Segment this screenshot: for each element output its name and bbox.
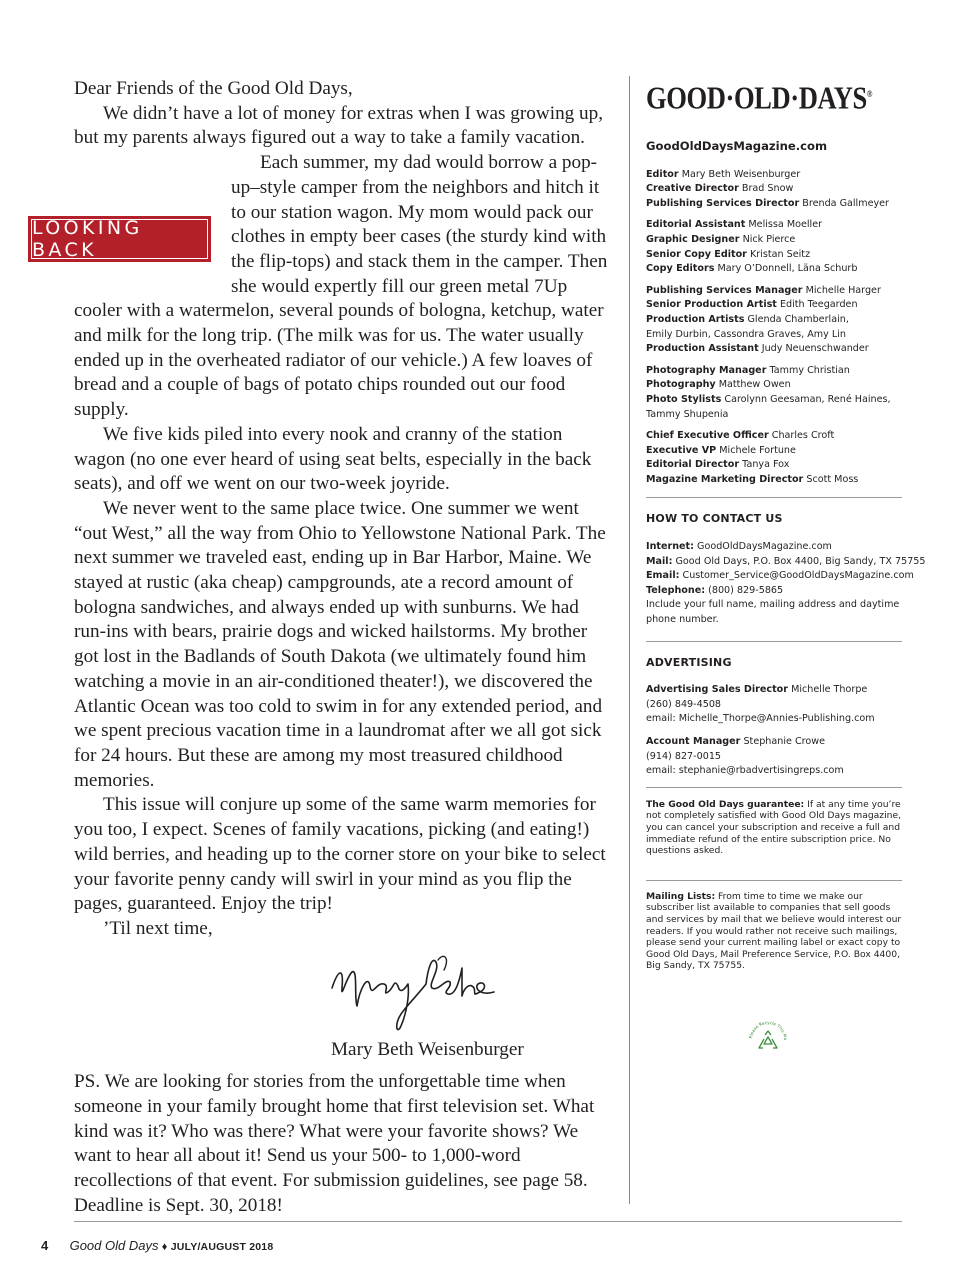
ad-email: email: Michelle_Thorpe@Annies-Publishing.com: [646, 713, 875, 725]
contact-line: [646, 555, 926, 570]
registered-mark: ®: [866, 89, 873, 99]
ad-phone: (914) 827-0015: [646, 750, 722, 762]
ad-contact: [646, 683, 902, 727]
staff-group: [646, 429, 902, 487]
staff-name: Brenda Gallmeyer: [802, 197, 889, 209]
staff-row: [646, 429, 902, 444]
ad-role-row: [646, 735, 902, 750]
staff-row: [646, 248, 902, 263]
contact-text: Include your full name, mailing address and daytime: [646, 599, 900, 611]
staff-row: [646, 182, 902, 197]
ad-name: Michelle Thorpe: [791, 684, 868, 696]
staff-role: Photography: [646, 379, 716, 391]
contact-line: [646, 569, 914, 584]
magazine-logo: [646, 76, 873, 116]
svg-text:Please Recycle This Magazine: [745, 1017, 788, 1041]
letter-paragraph-text: Each summer, my dad would borrow a pop-up–style camper from the neighbors and hitch it to our station wagon. My mom would pack our clothes in empty beer cases (the sturdy kind with the flip-tops) and stack them in the camper. Then she would expertly fill our green metal 7Up cooler with a watermelon, several pounds of bologna, ketchup, water and milk for the long trip. (The milk was for us. The water usually ended up in the overheated radiator of our vehicle.) A few loaves of bread and a couple of bags of potato chips rounded out our food supply.: [74, 152, 608, 421]
divider: [646, 641, 902, 642]
staff-name: Carolynn Geesaman, René Haines,: [724, 393, 891, 405]
guarantee-label: The Good Old Days guarantee:: [646, 798, 805, 810]
footer-issue-date: JULY/AUGUST 2018: [170, 1241, 274, 1253]
staff-role: Editorial Assistant: [646, 219, 746, 231]
staff-name: Michelle Harger: [805, 284, 881, 296]
recycle-icon: [745, 1017, 791, 1063]
contact-text: (800) 829-5865: [708, 584, 784, 596]
staff-group: [646, 168, 902, 212]
ad-phone: (260) 849-4508: [646, 698, 722, 710]
ad-contact: [646, 735, 902, 779]
contact-text: Customer_Service@GoodOldDaysMagazine.com: [682, 570, 914, 582]
column-divider: [629, 76, 630, 1204]
ad-role: Account Manager: [646, 736, 741, 747]
staff-name: Nick Pierce: [742, 233, 796, 245]
staff-name: Matthew Owen: [718, 379, 791, 391]
contact-label: Internet:: [646, 541, 694, 553]
staff-name: Brad Snow: [741, 183, 794, 195]
staff-name: Mary O’Donnell, Läna Schurb: [717, 263, 858, 275]
staff-row: [646, 393, 902, 408]
letter-closing: ’Til next time,: [103, 917, 213, 939]
staff-role: Photography Manager: [646, 364, 767, 376]
ad-email: email: stephanie@rbadvertisingreps.com: [646, 765, 844, 777]
staff-name: Michele Fortune: [719, 444, 796, 456]
advertising-contacts: [646, 683, 902, 779]
contact-text: phone number.: [646, 614, 719, 626]
staff-name: Scott Moss: [806, 473, 859, 485]
divider: [646, 497, 902, 498]
staff-name: Charles Croft: [771, 430, 835, 442]
mailing-text: From time to time we make our subscriber list available to companies that sell goods and services by mail that we believe would interest our readers. If you would rather not receive such mailings, please send your current mailing label or exact copy to Good Old Days, Mail Preference Service, P.O. Box 4400, Big Sandy, TX 75755.: [646, 890, 902, 972]
staff-role: Production Assistant: [646, 343, 759, 355]
contact-lines: [646, 540, 926, 628]
mailing-label: Mailing Lists:: [646, 890, 716, 902]
contact-label: Email:: [646, 570, 680, 582]
staff-role: Creative Director: [646, 183, 739, 195]
looking-back-label-box: [28, 216, 211, 262]
staff-name: Tammy Christian: [769, 364, 850, 376]
letter-paragraph: This issue will conjure up some of the same warm memories for you too, I expect. Scenes of family vacations, picking (and eating!) wild berries, and heading up to the corner store on your bike to select your favorite penny candy will swirl in your mind as you flip the pages, guaranteed. Enjoy the trip!: [74, 794, 606, 915]
staff-role: Photo Stylists: [646, 393, 722, 405]
staff-row: [646, 313, 902, 328]
guarantee-text: If at any time you’re not completely satisfied with Good Old Days magazine, you can cancel your subscription and receive a full and immediate refund of the entire subscription price. No questions asked.: [646, 798, 902, 857]
staff-role: Editorial Director: [646, 459, 740, 471]
staff-role: Editor: [646, 168, 679, 180]
staff-role: Publishing Services Director: [646, 197, 800, 209]
ad-role-row: [646, 683, 902, 698]
contact-label: Telephone:: [646, 584, 706, 596]
page-number: 4: [41, 1238, 49, 1253]
staff-group: [646, 364, 902, 422]
ad-role: Advertising Sales Director: [646, 684, 789, 696]
staff-row: [646, 197, 902, 212]
letter-paragraph-with-inset: [74, 151, 615, 423]
letter-paragraph: We five kids piled into every nook and cranny of the station wagon (no one ever heard of using seat belts, especially in the back seats), and off we went on our two-week joyride.: [74, 423, 592, 495]
contact-heading: HOW TO CONTACT US: [646, 512, 783, 526]
staff-row: [646, 328, 902, 343]
staff-row: [646, 168, 902, 183]
staff-name: Emily Durbin, Cassondra Graves, Amy Lin: [646, 328, 846, 340]
staff-name: Glenda Chamberlain,: [747, 313, 849, 325]
advertising-heading: ADVERTISING: [646, 655, 732, 669]
staff-row: [646, 233, 902, 248]
mailing-lists-notice: [646, 891, 902, 972]
page-footer: [41, 1238, 273, 1253]
staff-list: [646, 168, 902, 488]
staff-row: [646, 218, 902, 233]
staff-role: Graphic Designer: [646, 233, 740, 245]
masthead-website: GoodOldDaysMagazine.com: [646, 139, 828, 153]
staff-row: [646, 473, 902, 488]
staff-row: [646, 284, 902, 299]
logo-text: GOOD·OLD·DAYS: [646, 79, 867, 116]
staff-name: Melissa Moeller: [748, 219, 823, 231]
handwritten-signature: [324, 948, 504, 1038]
masthead-sidebar: [646, 76, 926, 972]
letter-paragraph: We didn’t have a lot of money for extras when I was growing up, but my parents always figured out a way to take a family vacation.: [74, 102, 604, 149]
letter-salutation: Dear Friends of the Good Old Days,: [74, 78, 353, 99]
staff-role: Copy Editors: [646, 263, 715, 275]
staff-row: [646, 364, 902, 379]
divider: [646, 880, 902, 881]
staff-name: Tammy Shupenia: [646, 408, 729, 420]
contact-text: Good Old Days, P.O. Box 4400, Big Sandy, TX 75755: [675, 555, 926, 567]
staff-role: Magazine Marketing Director: [646, 473, 804, 485]
staff-name: Edith Teegarden: [779, 299, 858, 311]
signature-name: Mary Beth Weisenburger: [331, 1038, 524, 1060]
ad-name: Stephanie Crowe: [743, 736, 826, 747]
footer-rule: [74, 1221, 902, 1222]
footer-magazine-name: Good Old Days: [69, 1238, 159, 1253]
letter-paragraph: We never went to the same place twice. One summer we went “out West,” all the way from Ohio to Yellowstone National Park. The next summer we traveled east, ending up in Bar Harbor, Maine. We stayed at rustic (aka cheap) campgrounds, ate a record amount of bologna sandwiches, and always ended up with sunburns. We had run-ins with bears, prairie dogs and wicked hailstorms. My brother got lost in the Badlands of South Dakota (we ultimately found him watching a movie in an air-conditioned theater!), we discovered the Atlantic Ocean was too cold to swim in for any extended period, and we spent precious vacation time in a laundromat after we all got sick for 24 hours. But these are among my most treasured childhood memories.: [74, 497, 606, 791]
guarantee-notice: [646, 799, 902, 857]
staff-row: [646, 444, 902, 459]
staff-name: Tanya Fox: [742, 459, 790, 471]
staff-group: [646, 218, 902, 276]
contact-text: GoodOldDaysMagazine.com: [697, 541, 832, 553]
staff-name: Mary Beth Weisenburger: [681, 168, 801, 180]
staff-row: [646, 378, 902, 393]
staff-row: [646, 342, 902, 357]
contact-label: Mail:: [646, 555, 673, 567]
staff-group: [646, 284, 902, 357]
recycle-text: Please Recycle This Ma: [748, 1019, 789, 1041]
letter-postscript: PS. We are looking for stories from the unforgettable time when someone in your family brought home that first television set. What kind was it? Who was there? What were your favorite shows? We want to hear all about it! Send us your 500- to 1,000-word recollections of that event. For submission guidelines, see page 58. Deadline is Sept. 30, 2018!: [74, 1071, 595, 1216]
signature-area: [74, 942, 615, 1038]
staff-name: Judy Neuenschwander: [761, 343, 869, 355]
staff-role: Production Artists: [646, 313, 745, 325]
staff-row: [646, 262, 902, 277]
contact-line: [646, 613, 902, 628]
staff-row: [646, 408, 902, 423]
staff-role: Chief Executive Officer: [646, 430, 769, 442]
staff-role: Senior Copy Editor: [646, 248, 747, 260]
staff-role: Executive VP: [646, 444, 717, 456]
contact-line: [646, 598, 902, 613]
divider: [646, 787, 902, 788]
contact-line: [646, 540, 902, 555]
staff-name: Kristan Seitz: [749, 248, 811, 260]
diamond-separator: ♦: [161, 1241, 168, 1253]
staff-row: [646, 298, 902, 313]
staff-row: [646, 458, 902, 473]
contact-line: [646, 584, 902, 599]
looking-back-label: LOOKING BACK: [31, 219, 208, 259]
staff-role: Publishing Services Manager: [646, 284, 803, 296]
staff-role: Senior Production Artist: [646, 299, 777, 311]
